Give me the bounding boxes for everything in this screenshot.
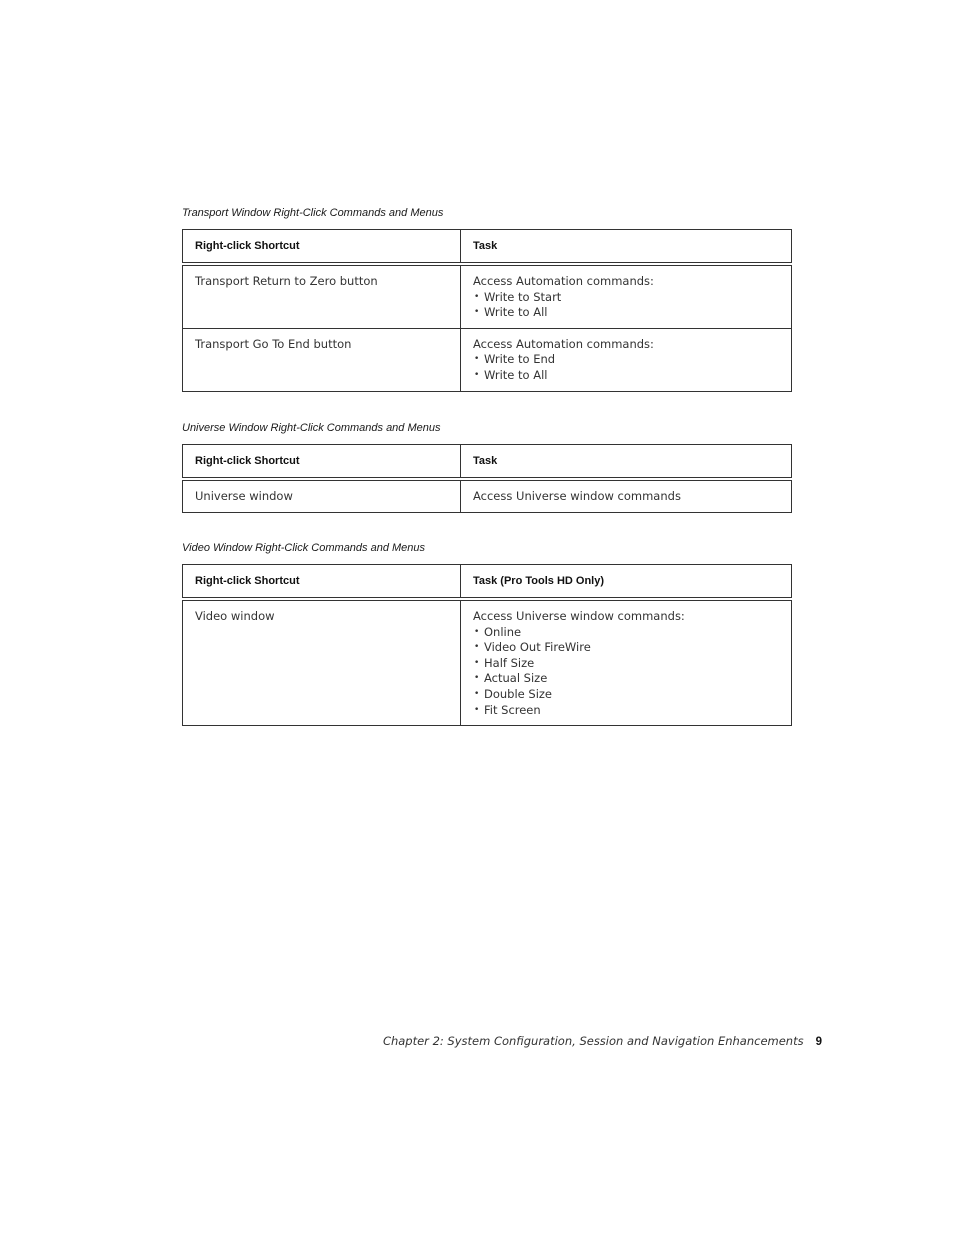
video-commands-table bbox=[182, 564, 792, 726]
shortcut-cell: Transport Go To End button bbox=[183, 328, 461, 391]
table-row bbox=[183, 599, 792, 726]
column-header-task: Task bbox=[461, 230, 792, 265]
column-header-shortcut: Right-click Shortcut bbox=[183, 565, 461, 600]
table-row bbox=[183, 479, 792, 512]
task-list bbox=[473, 625, 779, 719]
column-header-shortcut: Right-click Shortcut bbox=[183, 230, 461, 265]
table-header-row bbox=[183, 565, 792, 600]
task-list bbox=[473, 290, 779, 321]
list-item: • Actual Size bbox=[473, 671, 779, 687]
list-item: • Double Size bbox=[473, 687, 779, 703]
page-footer bbox=[383, 1034, 822, 1048]
task-cell bbox=[461, 328, 792, 391]
list-item: • Write to End bbox=[473, 352, 779, 368]
task-intro: Access Automation commands: bbox=[473, 336, 654, 351]
list-item: • Video Out FireWire bbox=[473, 640, 779, 656]
table-caption-video: Video Window Right-Click Commands and Menus bbox=[182, 542, 426, 554]
table-caption-transport: Transport Window Right-Click Commands and Menus bbox=[182, 207, 444, 219]
shortcut-cell: Transport Return to Zero button bbox=[183, 264, 461, 328]
shortcut-cell: Video window bbox=[183, 599, 461, 726]
table-header-row bbox=[183, 230, 792, 265]
table-caption-universe: Universe Window Right-Click Commands and Menus bbox=[182, 422, 441, 434]
task-cell bbox=[461, 479, 792, 512]
list-item: • Online bbox=[473, 625, 779, 641]
list-item: • Write to Start bbox=[473, 290, 779, 306]
task-cell bbox=[461, 264, 792, 328]
list-item: • Half Size bbox=[473, 656, 779, 672]
chapter-title: Chapter 2: System Configuration, Session and Navigation Enhancements bbox=[382, 1034, 804, 1048]
task-list bbox=[473, 352, 779, 383]
list-item: • Write to All bbox=[473, 305, 779, 321]
column-header-task: Task bbox=[461, 445, 792, 480]
column-header-task: Task (Pro Tools HD Only) bbox=[461, 565, 792, 600]
universe-commands-table bbox=[182, 444, 792, 513]
table-row bbox=[183, 328, 792, 391]
table-row bbox=[183, 264, 792, 328]
list-item: • Write to All bbox=[473, 368, 779, 384]
transport-commands-table bbox=[182, 229, 792, 392]
shortcut-cell: Universe window bbox=[183, 479, 461, 512]
list-item: • Fit Screen bbox=[473, 703, 779, 719]
table-header-row bbox=[183, 445, 792, 480]
column-header-shortcut: Right-click Shortcut bbox=[183, 445, 461, 480]
task-cell bbox=[461, 599, 792, 726]
page-number: 9 bbox=[815, 1036, 822, 1048]
task-intro: Access Universe window commands: bbox=[473, 609, 685, 623]
task-intro: Access Automation commands: bbox=[473, 274, 654, 288]
task-intro: Access Universe window commands bbox=[473, 489, 681, 503]
